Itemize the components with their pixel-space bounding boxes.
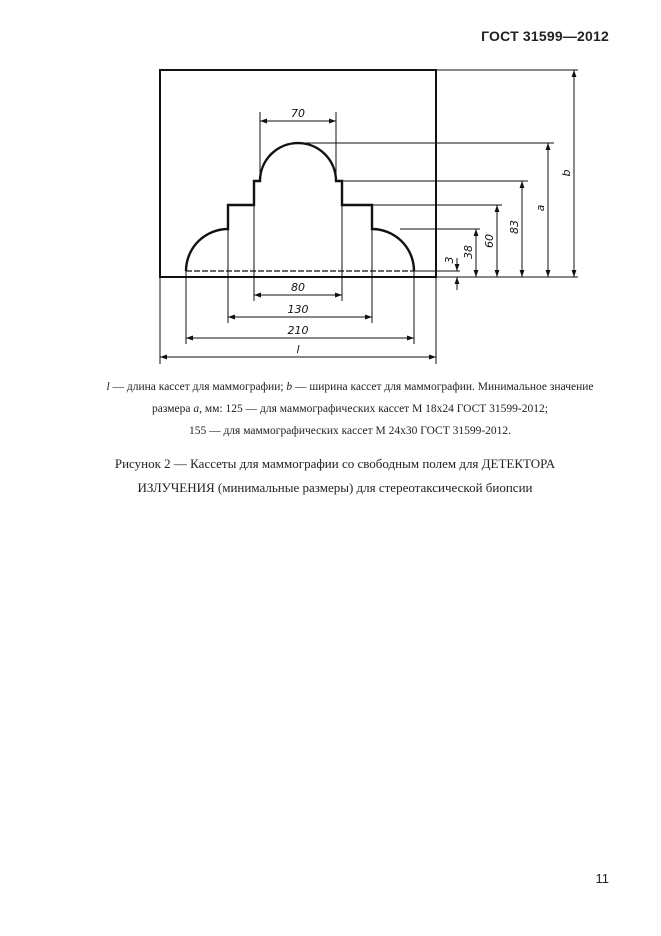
caption-line-1: Рисунок 2 — Кассеты для маммографии со свободным полем для ДЕТЕКТОРА: [114, 456, 556, 471]
caption-line-2: ИЗЛУЧЕНИЯ (минимальные размеры) для стереотаксической биопсии: [137, 480, 533, 495]
legend-text-b: — ширина кассет для маммографии. Минимальное значение: [292, 381, 594, 393]
free-field-profile: [186, 143, 414, 271]
cassette-outline: [160, 70, 436, 277]
dim-b: b: [560, 169, 573, 177]
figure-caption: [80, 452, 590, 500]
legend-text-l: — длина кассет для маммографии;: [109, 381, 287, 393]
legend-line-2: [60, 398, 640, 420]
dim-70: 70: [291, 107, 305, 120]
dim-210: 210: [287, 324, 309, 337]
dim-60: 60: [483, 234, 496, 248]
legend-var-a: a: [193, 403, 200, 415]
legend-var-b: b: [286, 381, 293, 393]
page-number: 11: [595, 871, 609, 886]
dim-a: a: [534, 204, 547, 212]
page-header-standard: ГОСТ 31599—2012: [481, 28, 609, 44]
extension-lines-right: [298, 70, 578, 277]
dim-l: l: [296, 343, 300, 356]
dim-83: 83: [508, 220, 521, 234]
cassette-drawing: [0, 0, 661, 380]
dim-80: 80: [291, 281, 305, 294]
figure-legend: [60, 376, 640, 442]
legend-text-size: размера: [152, 403, 194, 415]
dim-130: 130: [287, 303, 309, 316]
dim-3: 3: [443, 256, 456, 264]
legend-var-l: l: [106, 381, 110, 393]
legend-text-125: , мм: 125 — для маммографических кассет М 18х24 ГОСТ 31599-2012;: [199, 403, 548, 415]
legend-line-1: [60, 376, 640, 398]
dim-38: 38: [462, 245, 475, 259]
legend-line-3: 155 — для маммографических кассет М 24х30 ГОСТ 31599-2012.: [188, 425, 512, 437]
